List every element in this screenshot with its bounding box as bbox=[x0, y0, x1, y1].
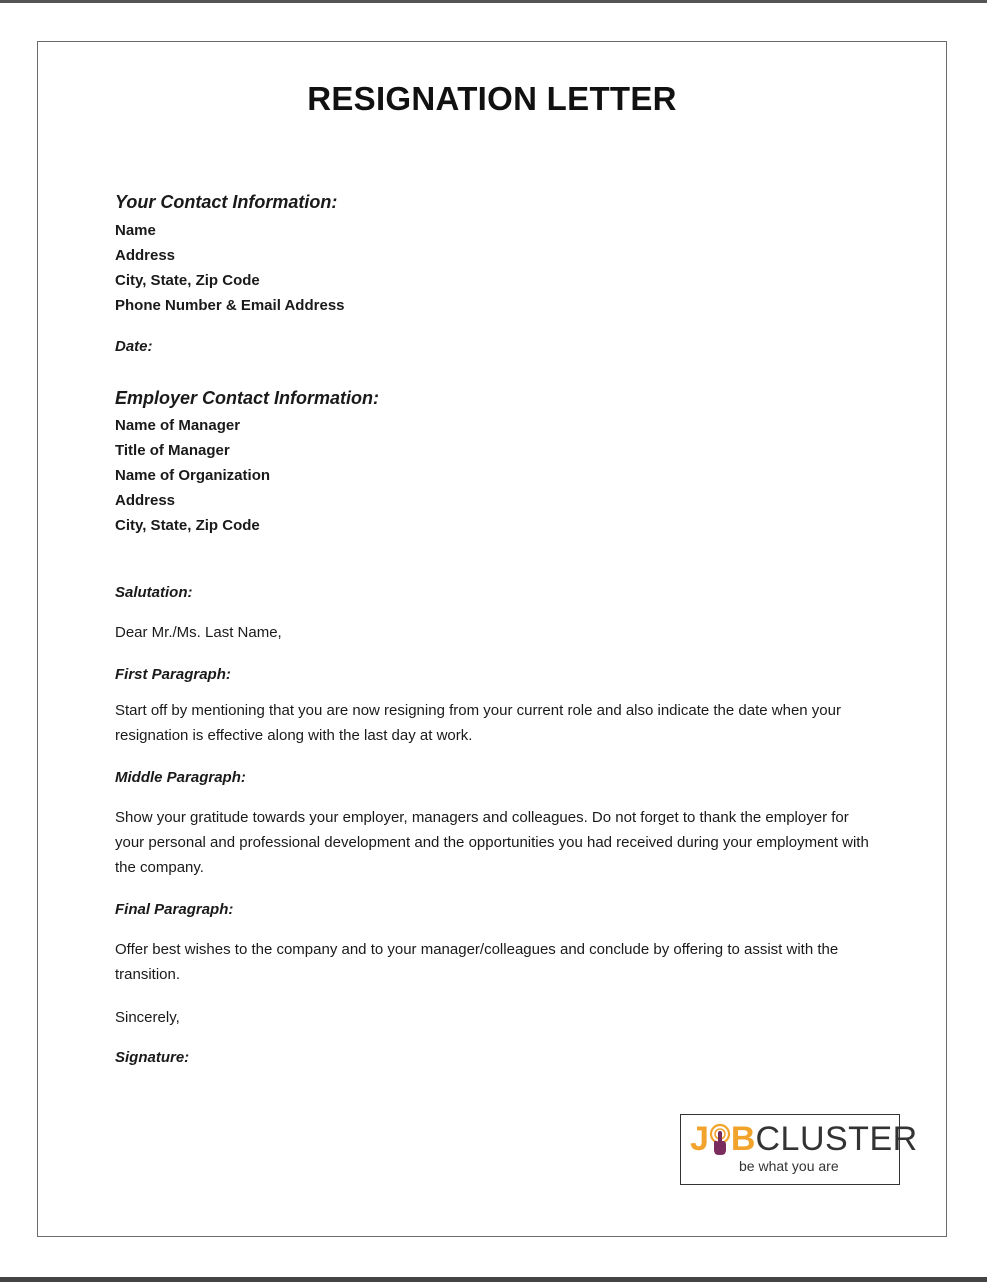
your-contact-line: Address bbox=[115, 247, 176, 264]
logo-letter-j: J bbox=[690, 1120, 709, 1158]
closing-text: Sincerely, bbox=[115, 1009, 180, 1026]
employer-contact-line: City, State, Zip Code bbox=[115, 517, 260, 534]
employer-contact-line: Name of Organization bbox=[115, 467, 271, 484]
bottom-border-rule bbox=[0, 1277, 987, 1282]
letter-page bbox=[37, 41, 947, 1237]
date-label: Date: bbox=[115, 338, 153, 355]
middle-paragraph-heading: Middle Paragraph: bbox=[115, 769, 246, 786]
your-contact-line: City, State, Zip Code bbox=[115, 272, 260, 289]
final-paragraph-text: Offer best wishes to the company and to your manager/colleagues and conclude by offering to assist with the transition. bbox=[115, 941, 839, 983]
jobcluster-logo bbox=[680, 1114, 918, 1185]
employer-contact-line: Name of Manager bbox=[115, 417, 241, 434]
your-contact-line: Phone Number & Email Address bbox=[115, 297, 345, 314]
top-border-rule bbox=[0, 0, 987, 3]
employer-contact-line: Address bbox=[115, 492, 176, 509]
logo-wordmark bbox=[690, 1121, 918, 1157]
pointing-hand-icon bbox=[709, 1121, 731, 1157]
salutation-text: Dear Mr./Ms. Last Name, bbox=[115, 624, 282, 641]
your-contact-line: Name bbox=[115, 222, 156, 239]
logo-cluster-text: CLUSTER bbox=[755, 1120, 918, 1158]
page-title: RESIGNATION LETTER bbox=[307, 80, 677, 117]
employer-contact-heading: Employer Contact Information: bbox=[115, 388, 380, 408]
final-paragraph-heading: Final Paragraph: bbox=[115, 901, 234, 918]
your-contact-heading: Your Contact Information: bbox=[115, 192, 338, 212]
first-paragraph-text: Start off by mentioning that you are now resigning from your current role and also indicate the date when your resignation is effective along with the last day at work. bbox=[115, 702, 841, 744]
logo-letter-b: B bbox=[730, 1120, 756, 1158]
middle-paragraph-text: Show your gratitude towards your employer, managers and colleagues. Do not forget to thank the employer for your personal and professional development and the opportunities you had received during your employment with the company. bbox=[115, 809, 869, 876]
first-paragraph-heading: First Paragraph: bbox=[115, 666, 231, 683]
employer-contact-line: Title of Manager bbox=[115, 442, 230, 459]
logo-tagline: be what you are bbox=[739, 1158, 839, 1174]
salutation-heading: Salutation: bbox=[115, 584, 193, 601]
signature-label: Signature: bbox=[115, 1049, 190, 1066]
